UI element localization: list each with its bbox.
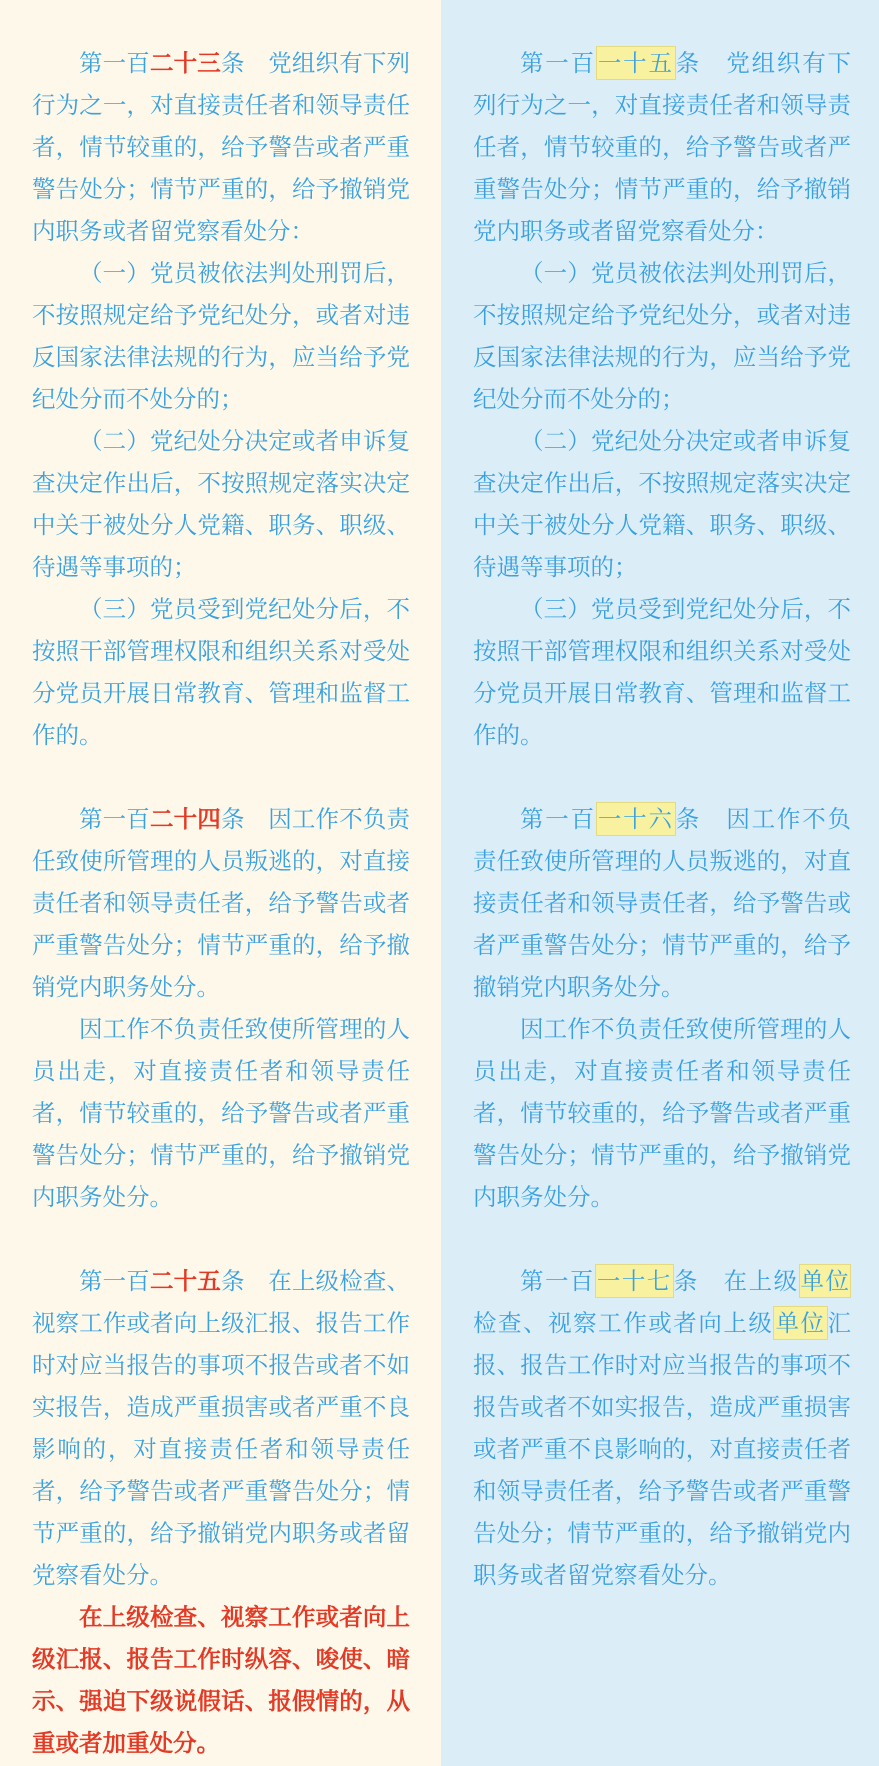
article-number-prefix: 第一百 xyxy=(79,50,150,76)
article-117-block xyxy=(473,1260,851,1596)
article-116-block xyxy=(473,798,851,1218)
article-123-item-2: （二）党纪处分决定或者申诉复查决定作出后，不按照规定落实决定中关于被处分人党籍、职务、职级、待遇等事项的； xyxy=(32,428,410,580)
article-number-prefix: 第一百 xyxy=(520,1268,595,1294)
changed-word-highlighted: 单位 xyxy=(773,1306,827,1340)
article-117-heading-paragraph xyxy=(473,1260,851,1596)
article-125-added-paragraph: 在上级检查、视察工作或者向上级汇报、报告工作时纵容、唆使、暗示、强迫下级说假话、报假情的，从重或者加重处分。 xyxy=(32,1604,410,1756)
article-number-prefix: 第一百 xyxy=(79,806,150,832)
article-body-text: 条 因工作不负责任致使所管理的人员叛逃的，对直接责任者和领导责任者，给予警告或者严重警告处分；情节严重的，给予撤销党内职务处分。 xyxy=(473,806,851,1000)
article-number-prefix: 第一百 xyxy=(520,50,596,76)
article-115-block xyxy=(473,42,851,756)
article-number-highlighted: 一十五 xyxy=(596,46,676,80)
article-body-text: 条 在上级 xyxy=(673,1268,799,1294)
article-number-highlighted: 一十六 xyxy=(596,802,676,836)
article-125-heading-paragraph xyxy=(32,1260,410,1596)
article-body-text: 条 党组织有下列行为之一，对直接责任者和领导责任者，情节较重的，给予警告或者严重警告处分；情节严重的，给予撤销党内职务或者留党察看处分： xyxy=(32,50,411,244)
article-115-item-1: （一）党员被依法判处刑罚后，不按照规定给予党纪处分，或者对违反国家法律法规的行为，应当给予党纪处分而不处分的； xyxy=(473,260,851,412)
article-123-heading-paragraph xyxy=(32,42,410,252)
article-number-highlighted: 一十七 xyxy=(595,1264,674,1298)
article-body-text: 条 党组织有下列行为之一，对直接责任者和领导责任者，情节较重的，给予警告或者严重警告处分；情节严重的，给予撤销党内职务或者留党察看处分： xyxy=(473,50,851,244)
article-115-item-2: （二）党纪处分决定或者申诉复查决定作出后，不按照规定落实决定中关于被处分人党籍、职务、职级、待遇等事项的； xyxy=(473,428,851,580)
article-number-changed: 二十四 xyxy=(149,806,221,832)
article-116-heading-paragraph xyxy=(473,798,851,1008)
right-column xyxy=(441,0,879,1766)
article-number-prefix: 第一百 xyxy=(520,806,596,832)
article-body-text: 检查、视察工作或者向上级 xyxy=(473,1310,774,1336)
article-124-block xyxy=(32,798,410,1218)
article-125-block xyxy=(32,1260,410,1764)
article-body-text: 汇报、报告工作时对应当报告的事项不报告或者不如实报告，造成严重损害或者严重不良影响的，对直接责任者和领导责任者，给予警告或者严重警告处分；情节严重的，给予撤销党内职务或者留党察看处分。 xyxy=(473,1310,852,1588)
article-number-prefix: 第一百 xyxy=(79,1268,150,1294)
article-115-item-3: （三）党员受到党纪处分后，不按照干部管理权限和组织关系对受处分党员开展日常教育、管理和监督工作的。 xyxy=(473,596,851,748)
article-124-heading-paragraph xyxy=(32,798,410,1008)
article-body-text: 条 因工作不负责任致使所管理的人员叛逃的，对直接责任者和领导责任者，给予警告或者严重警告处分；情节严重的，给予撤销党内职务处分。 xyxy=(32,806,411,1000)
article-number-changed: 二十三 xyxy=(149,50,221,76)
changed-word-highlighted: 单位 xyxy=(799,1264,851,1298)
article-115-heading-paragraph xyxy=(473,42,851,252)
article-124-paragraph-2: 因工作不负责任致使所管理的人员出走，对直接责任者和领导责任者，情节较重的，给予警告或者严重警告处分；情节严重的，给予撤销党内职务处分。 xyxy=(32,1016,410,1210)
article-123-item-1: （一）党员被依法判处刑罚后，不按照规定给予党纪处分，或者对违反国家法律法规的行为，应当给予党纪处分而不处分的； xyxy=(32,260,410,412)
article-116-paragraph-2: 因工作不负责任致使所管理的人员出走，对直接责任者和领导责任者，情节较重的，给予警告或者严重警告处分；情节严重的，给予撤销党内职务处分。 xyxy=(473,1016,851,1210)
article-123-item-3: （三）党员受到党纪处分后，不按照干部管理权限和组织关系对受处分党员开展日常教育、管理和监督工作的。 xyxy=(32,596,410,748)
article-body-text: 条 在上级检查、视察工作或者向上级汇报、报告工作时对应当报告的事项不报告或者不如实报告，造成严重损害或者严重不良影响的，对直接责任者和领导责任者，给予警告或者严重警告处分；情节严重的，给予撤销党内职务或者留党察看处分。 xyxy=(32,1268,411,1588)
article-123-block xyxy=(32,42,410,756)
article-number-changed: 二十五 xyxy=(149,1268,221,1294)
